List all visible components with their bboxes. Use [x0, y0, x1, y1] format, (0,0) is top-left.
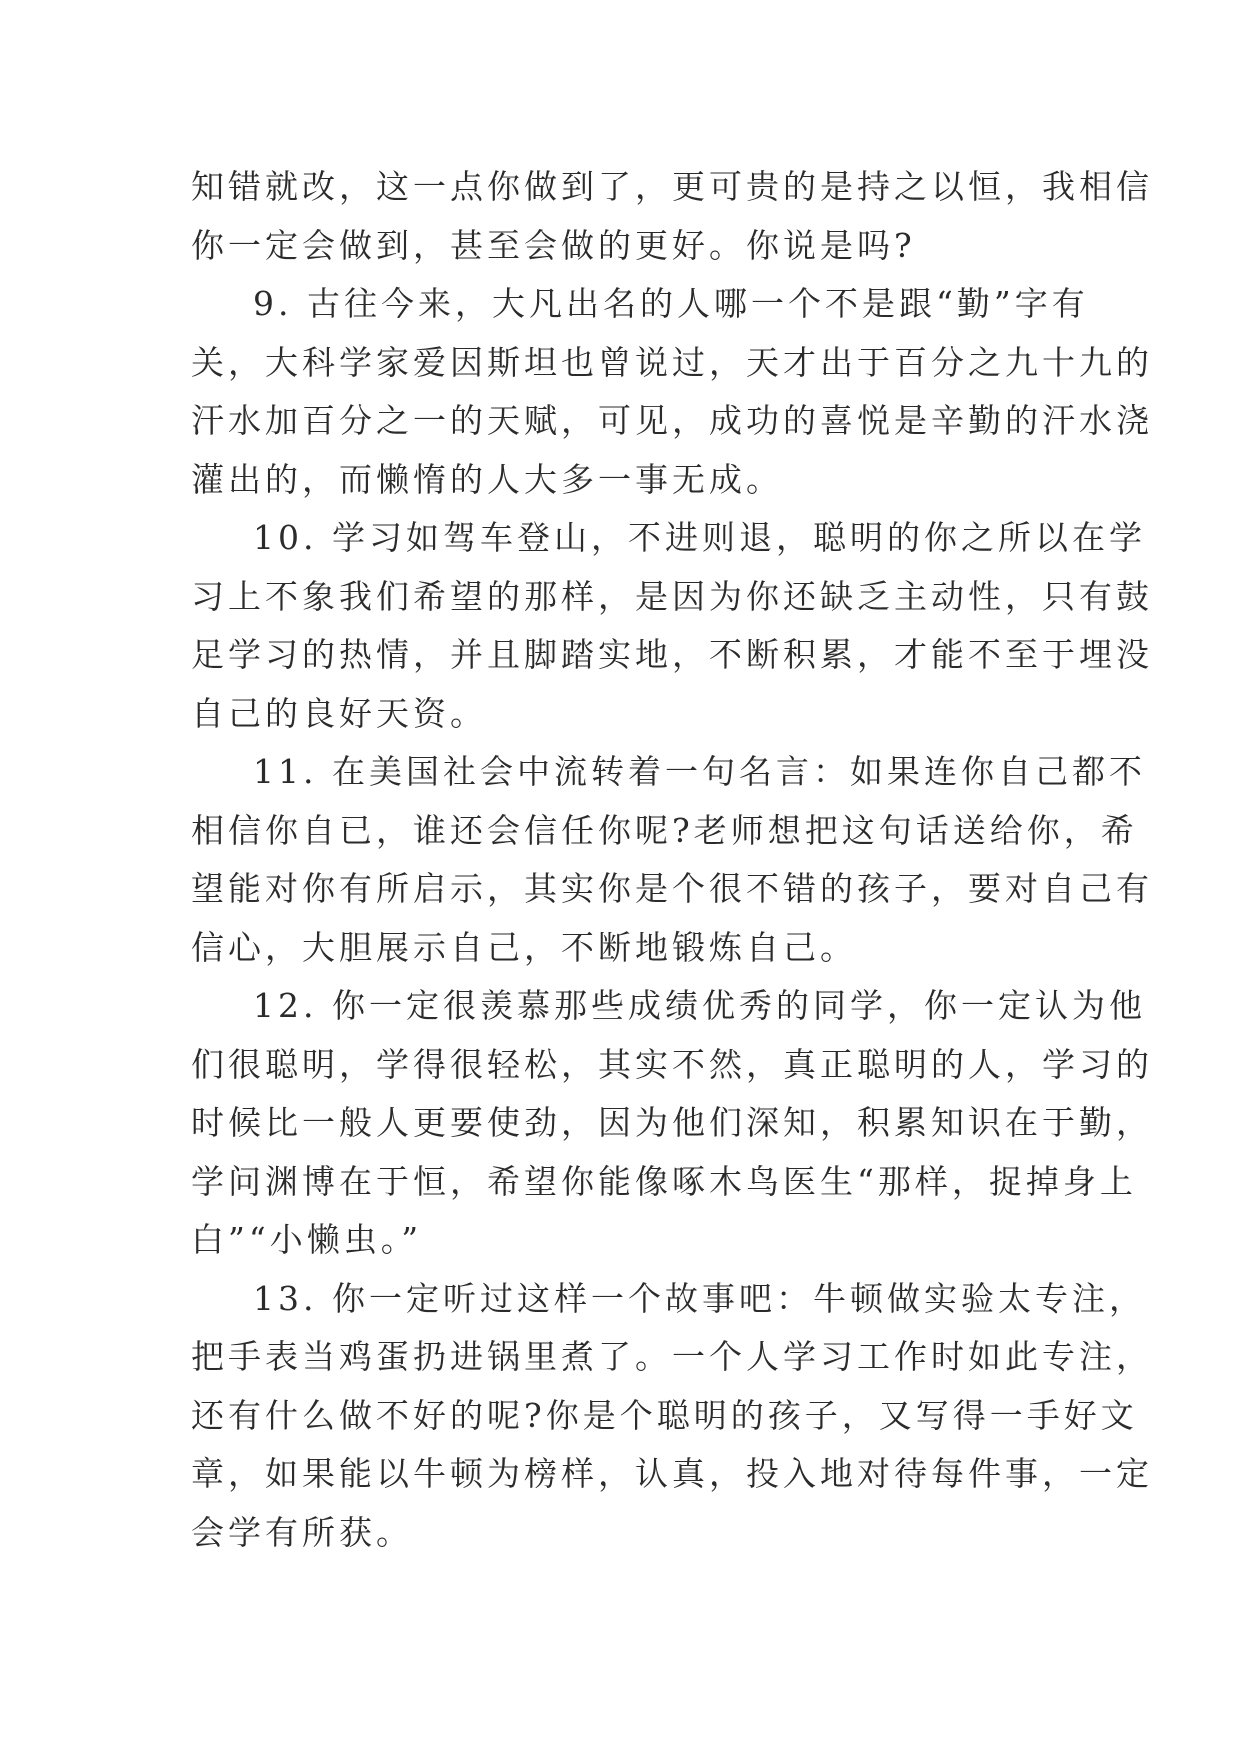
paragraph-9-first-line: 9. 古往今来，大凡出名的人哪一个不是跟“勤”字有	[253, 284, 1089, 323]
paragraph-13-first-line: 13. 你一定听过这样一个故事吧：牛顿做实验太专注，	[253, 1278, 1146, 1318]
paragraph-11-first-line: 11. 在美国社会中流转着一句名言：如果连你自己都不	[253, 752, 1146, 791]
text-line: 还有什么做不好的呢?你是个聪明的孩子，又写得一手好文	[191, 1395, 1138, 1435]
text-line: 时候比一般人更要使劲，因为他们深知，积累知识在于勤，	[191, 1103, 1153, 1142]
text-line: 章，如果能以牛顿为榜样，认真，投入地对待每件事，一定	[191, 1454, 1153, 1493]
text-line: 关，大科学家爱因斯坦也曾说过，天才出于百分之九十九的	[191, 342, 1153, 382]
text-line: 们很聪明，学得很轻松，其实不然，真正聪明的人，学习的	[191, 1044, 1153, 1084]
document-body	[191, 158, 1153, 1562]
paragraph-12-first-line: 12. 你一定很羡慕那些成绩优秀的同学，你一定认为他	[253, 986, 1146, 1025]
text-line: 习上不象我们希望的那样，是因为你还缺乏主动性，只有鼓	[191, 576, 1153, 616]
text-line: 白”“小懒虫。”	[191, 1220, 423, 1259]
text-line: 知错就改，这一点你做到了，更可贵的是持之以恒，我相信	[191, 167, 1153, 206]
text-line: 信心，大胆展示自己，不断地锻炼自己。	[191, 927, 857, 967]
text-line: 学问渊博在于恒，希望你能像啄木鸟医生“那样，捉掉身上	[191, 1161, 1137, 1201]
text-line: 足学习的热情，并且脚踏实地，不断积累，才能不至于埋没	[191, 635, 1153, 674]
text-line: 相信你自已，谁还会信任你呢?老师想把这句话送给你，希	[191, 810, 1138, 850]
text-line: 自己的良好天资。	[191, 693, 487, 733]
text-line: 把手表当鸡蛋扔进锅里煮了。一个人学习工作时如此专注，	[191, 1337, 1153, 1376]
text-line: 会学有所获。	[191, 1512, 413, 1552]
text-line: 你一定会做到，甚至会做的更好。你说是吗?	[191, 225, 916, 265]
text-line: 汗水加百分之一的天赋，可见，成功的喜悦是辛勤的汗水浇	[191, 401, 1153, 440]
text-line: 望能对你有所启示，其实你是个很不错的孩子，要对自己有	[191, 869, 1153, 908]
paragraph-10-first-line: 10. 学习如驾车登山，不进则退，聪明的你之所以在学	[253, 518, 1146, 557]
text-line: 灌出的，而懒惰的人大多一事无成。	[191, 459, 783, 499]
